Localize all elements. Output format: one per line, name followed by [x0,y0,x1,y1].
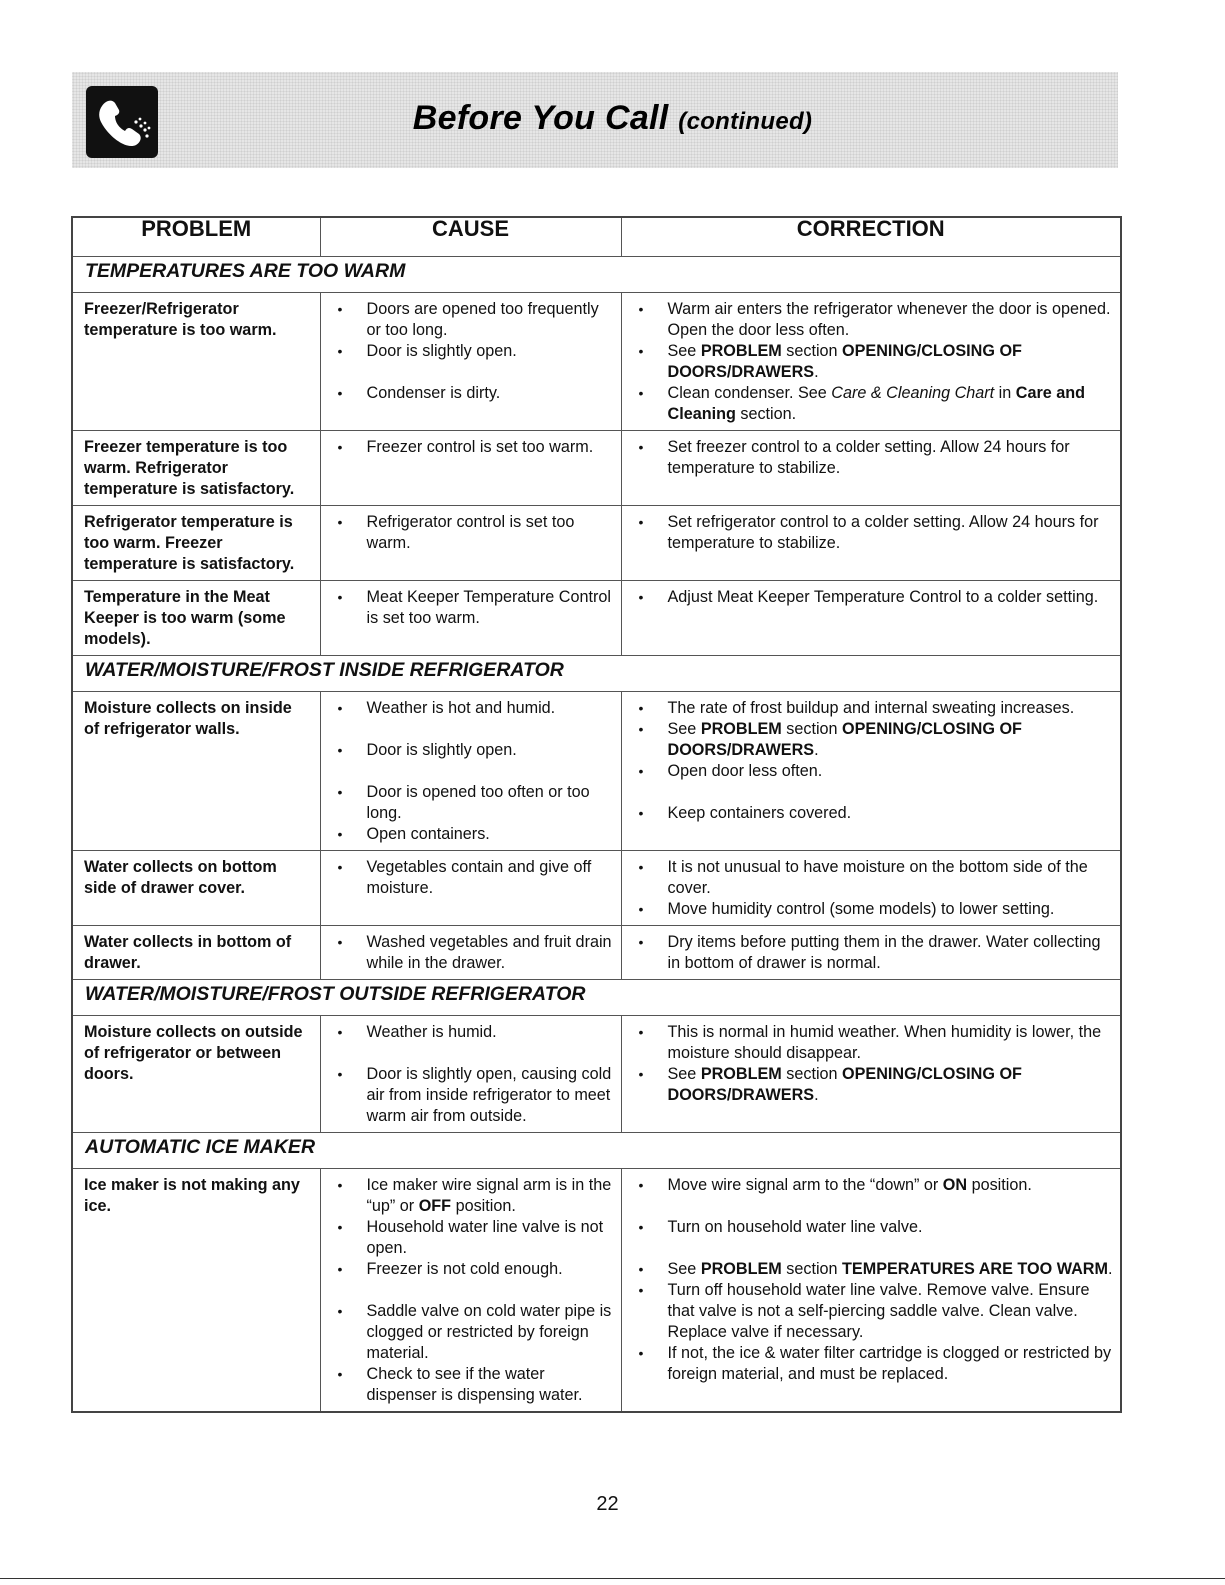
correction-cell [621,692,1121,851]
correction-item: • The rate of frost buildup and internal sweating increases. [632,698,1115,719]
correction-item: • Clean condenser. See Care & Cleaning Chart in Care and Cleaning section. [632,383,1115,425]
correction-item: • Turn on household water line valve. [632,1217,1115,1238]
correction-item: • See PROBLEM section OPENING/CLOSING OF DOORS/DRAWERS. [632,719,1115,761]
cause-item: • Freezer control is set too warm. [331,437,615,458]
cause-cell [320,1169,621,1413]
correction-item: • Move wire signal arm to the “down” or ON position. [632,1175,1115,1196]
table-row [72,293,1121,431]
table-header-row [72,217,1121,257]
problem-cell: Temperature in the Meat Keeper is too warm (some models). [72,581,320,656]
correction-item: • Set refrigerator control to a colder setting. Allow 24 hours for temperature to stabilize. [632,512,1115,554]
cause-item: • Door is slightly open. [331,740,615,761]
problem-cell: Freezer temperature is too warm. Refrigerator temperature is satisfactory. [72,431,320,506]
cause-item: • Refrigerator control is set too warm. [331,512,615,554]
correction-item: • It is not unusual to have moisture on the bottom side of the cover. [632,857,1115,899]
table-row [72,431,1121,506]
correction-cell [621,851,1121,926]
cause-item: • Weather is humid. [331,1022,615,1043]
cause-cell [320,293,621,431]
correction-item: • Turn off household water line valve. Remove valve. Ensure that valve is not a self-piercing saddle valve. Clean valve. Replace valve if necessary. [632,1280,1115,1343]
table-row [72,692,1121,851]
problem-cell: Ice maker is not making any ice. [72,1169,320,1413]
cause-item: • Condenser is dirty. [331,383,615,404]
correction-item: • Warm air enters the refrigerator whenever the door is opened. Open the door less often. [632,299,1115,341]
correction-item: • Adjust Meat Keeper Temperature Control to a colder setting. [632,587,1115,608]
correction-item: • Move humidity control (some models) to lower setting. [632,899,1115,920]
problem-cell: Moisture collects on inside of refrigerator walls. [72,692,320,851]
cause-item: • Vegetables contain and give off moisture. [331,857,615,899]
cause-item: • Doors are opened too frequently or too long. [331,299,615,341]
correction-item: • If not, the ice & water filter cartridge is clogged or restricted by foreign material, and must be replaced. [632,1343,1115,1385]
bottom-rule [0,1578,1225,1579]
table-row [72,851,1121,926]
correction-item: • See PROBLEM section OPENING/CLOSING OF DOORS/DRAWERS. [632,341,1115,383]
table-row [72,1016,1121,1133]
correction-cell [621,581,1121,656]
section-heading: TEMPERATURES ARE TOO WARM [72,257,1121,293]
section-heading: WATER/MOISTURE/FROST OUTSIDE REFRIGERATOR [72,980,1121,1016]
correction-item: • Dry items before putting them in the drawer. Water collecting in bottom of drawer is normal. [632,932,1115,974]
table-row [72,1169,1121,1413]
cause-cell [320,506,621,581]
cause-item: • Meat Keeper Temperature Control is set too warm. [331,587,615,629]
problem-cell: Freezer/Refrigerator temperature is too warm. [72,293,320,431]
cause-item: • Door is opened too often or too long. [331,782,615,824]
cause-cell [320,1016,621,1133]
cause-item: • Door is slightly open, causing cold air from inside refrigerator to meet warm air from outside. [331,1064,615,1127]
column-header-correction: CORRECTION [621,217,1121,257]
section-heading: AUTOMATIC ICE MAKER [72,1133,1121,1169]
correction-cell [621,1016,1121,1133]
column-header-cause: CAUSE [320,217,621,257]
section-heading: WATER/MOISTURE/FROST INSIDE REFRIGERATOR [72,656,1121,692]
cause-item: • Ice maker wire signal arm is in the “up” or OFF position. [331,1175,615,1217]
page-number: 22 [596,1493,619,1515]
cause-item: • Freezer is not cold enough. [331,1259,615,1280]
cause-item: • Open containers. [331,824,615,845]
cause-item: • Weather is hot and humid. [331,698,615,719]
problem-cell: Refrigerator temperature is too warm. Freezer temperature is satisfactory. [72,506,320,581]
correction-cell [621,506,1121,581]
correction-cell [621,431,1121,506]
cause-cell [320,692,621,851]
problem-cell: Water collects on bottom side of drawer cover. [72,851,320,926]
correction-item: • Set freezer control to a colder setting. Allow 24 hours for temperature to stabilize. [632,437,1115,479]
cause-cell [320,851,621,926]
cause-item: • Washed vegetables and fruit drain while in the drawer. [331,932,615,974]
column-header-problem: PROBLEM [72,217,320,257]
page-title: Before You Call (continued) [412,99,813,137]
correction-item: • Keep containers covered. [632,803,1115,824]
correction-item: • See PROBLEM section TEMPERATURES ARE TOO WARM. [632,1259,1115,1280]
cause-cell [320,926,621,980]
cause-item: • Saddle valve on cold water pipe is clogged or restricted by foreign material. [331,1301,615,1364]
problem-cell: Water collects in bottom of drawer. [72,926,320,980]
correction-item: • See PROBLEM section OPENING/CLOSING OF DOORS/DRAWERS. [632,1064,1115,1106]
cause-cell [320,581,621,656]
cause-item: • Check to see if the water dispenser is dispensing water. [331,1364,615,1406]
correction-cell [621,293,1121,431]
cause-item: • Household water line valve is not open. [331,1217,615,1259]
troubleshooting-table [71,216,1122,1413]
problem-cell: Moisture collects on outside of refrigerator or between doors. [72,1016,320,1133]
table-row [72,926,1121,980]
cause-item: • Door is slightly open. [331,341,615,362]
table-row [72,581,1121,656]
cause-cell [320,431,621,506]
correction-item: • This is normal in humid weather. When humidity is lower, the moisture should disappear. [632,1022,1115,1064]
correction-cell [621,926,1121,980]
correction-item: • Open door less often. [632,761,1115,782]
table-row [72,506,1121,581]
correction-cell [621,1169,1121,1413]
